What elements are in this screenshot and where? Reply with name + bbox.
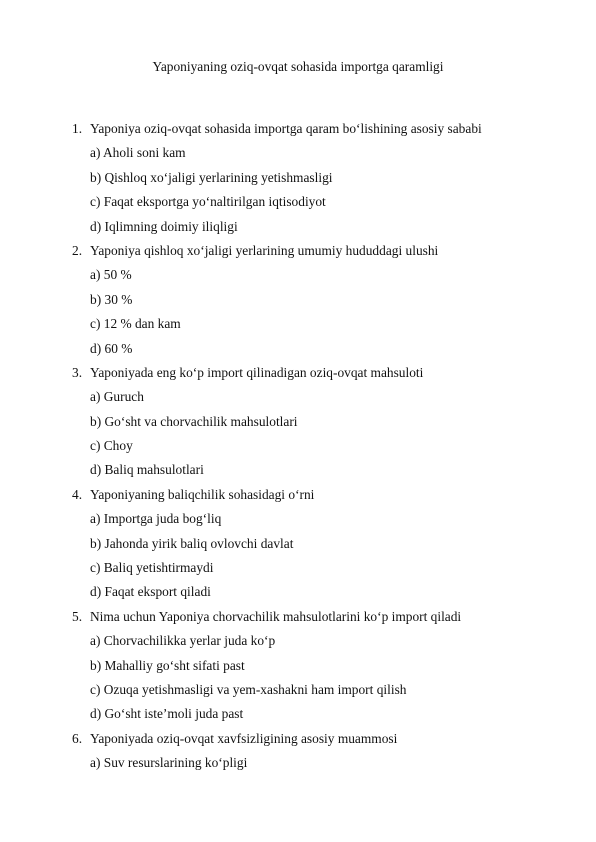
answer-option-text: a) Chorvachilikka yerlar juda ko‘p [90, 633, 276, 649]
answer-option-text: d) Faqat eksport qiladi [90, 584, 211, 600]
question-text: Yaponiyada oziq-ovqat xavfsizligining asosiy muammosi [90, 730, 398, 746]
question-number: 2. [72, 242, 83, 258]
question-line [0, 730, 596, 754]
answer-option [0, 291, 596, 315]
answer-option [0, 705, 596, 729]
answer-option [0, 193, 596, 217]
question-item [0, 242, 596, 364]
question-line [0, 120, 596, 144]
document-title: Yaponiyaning oziq-ovqat sohasida importga qaramligi [152, 59, 444, 74]
answer-option-text: a) Aholi soni kam [90, 145, 186, 161]
answer-option-text: d) 60 % [90, 340, 133, 356]
answer-option-text: a) 50 % [90, 267, 132, 283]
answer-option-text: c) Baliq yetishtirmaydi [90, 560, 214, 576]
answer-option [0, 559, 596, 583]
answer-option [0, 754, 596, 778]
answer-option-text: d) Iqlimning doimiy iliqligi [90, 218, 238, 234]
answer-option [0, 657, 596, 681]
answer-option [0, 218, 596, 242]
question-item [0, 120, 596, 242]
question-line [0, 608, 596, 632]
answer-option [0, 535, 596, 559]
question-list [0, 120, 596, 779]
question-text: Yaponiya oziq-ovqat sohasida importga qaram bo‘lishining asosiy sababi [90, 121, 482, 136]
answer-option [0, 681, 596, 705]
question-number: 5. [72, 608, 83, 624]
answer-option-text: d) Baliq mahsulotlari [90, 462, 204, 478]
answer-option [0, 340, 596, 364]
answer-option [0, 266, 596, 290]
question-item [0, 364, 596, 486]
question-text: Nima uchun Yaponiya chorvachilik mahsulotlarini ko‘p import qiladi [90, 608, 462, 624]
answer-option-text: b) Jahonda yirik baliq ovlovchi davlat [90, 535, 294, 551]
question-number: 6. [72, 730, 83, 746]
question-text: Yaponiyaning baliqchilik sohasidagi o‘rni [90, 486, 315, 502]
answer-option [0, 461, 596, 485]
answer-option-text: b) Mahalliy go‘sht sifati past [90, 657, 245, 673]
question-number: 1. [72, 121, 83, 136]
answer-option-text: c) Choy [90, 438, 133, 454]
answer-option [0, 169, 596, 193]
question-number: 4. [72, 486, 83, 502]
question-line [0, 242, 596, 266]
answer-option [0, 583, 596, 607]
question-item [0, 486, 596, 608]
question-item [0, 730, 596, 779]
answer-option-text: a) Suv resurslarining ko‘pligi [90, 755, 248, 771]
answer-option [0, 413, 596, 437]
answer-option [0, 510, 596, 534]
answer-option-text: b) 30 % [90, 291, 133, 307]
answer-option-text: b) Qishloq xo‘jaligi yerlarining yetishmasligi [90, 169, 333, 185]
answer-option-text: c) 12 % dan kam [90, 316, 181, 332]
question-line [0, 364, 596, 388]
question-text: Yaponiya qishloq xo‘jaligi yerlarining umumiy hududdagi ulushi [90, 242, 439, 258]
question-number: 3. [72, 364, 83, 380]
answer-option-text: c) Ozuqa yetishmasligi va yem-xashakni ham import qilish [90, 681, 407, 697]
answer-option-text: c) Faqat eksportga yo‘naltirilgan iqtisodiyot [90, 194, 326, 210]
answer-option [0, 315, 596, 339]
question-line [0, 486, 596, 510]
answer-option [0, 632, 596, 656]
answer-option [0, 388, 596, 412]
answer-option [0, 437, 596, 461]
question-text: Yaponiyada eng ko‘p import qilinadigan oziq-ovqat mahsuloti [90, 364, 424, 380]
answer-option-text: b) Go‘sht va chorvachilik mahsulotlari [90, 413, 298, 429]
answer-option-text: a) Importga juda bog‘liq [90, 511, 222, 527]
question-item [0, 608, 596, 730]
answer-option-text: a) Guruch [90, 389, 144, 405]
answer-option-text: d) Go‘sht iste’moli juda past [90, 706, 244, 722]
answer-option [0, 144, 596, 168]
